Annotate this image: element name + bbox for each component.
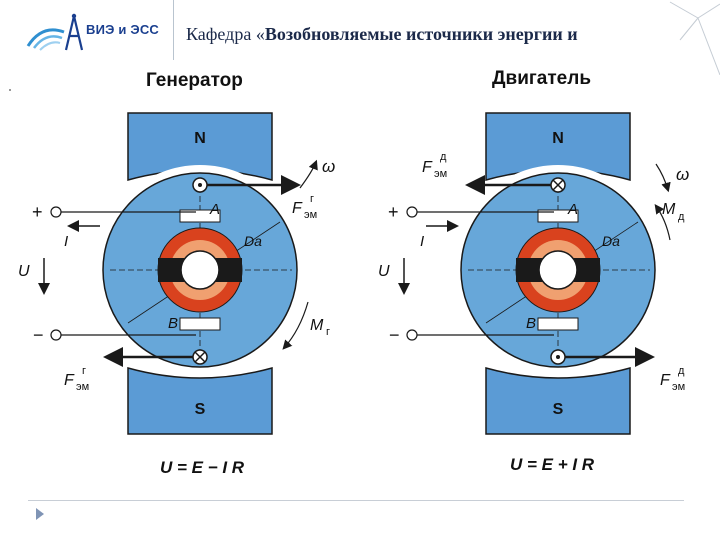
force-top-sub: эм: [304, 209, 318, 221]
torque-label: M: [662, 201, 676, 218]
current-label: I: [420, 233, 425, 250]
south-label: S: [194, 401, 206, 418]
force-top-label: F: [292, 200, 302, 217]
footer-divider: [28, 500, 684, 501]
minus-terminal-label: −: [33, 325, 44, 345]
brush-b-label: B: [526, 315, 537, 332]
motor-formula: U = E + I R: [510, 455, 595, 474]
motor-title: Двигатель: [492, 68, 591, 89]
page-title: [186, 24, 578, 45]
current-label: I: [64, 233, 69, 250]
force-bottom-sup: г: [82, 365, 87, 377]
minus-terminal-label: −: [389, 325, 400, 345]
brush-a-label: A: [210, 201, 221, 218]
force-top-sup: д: [440, 151, 447, 163]
shaft: [539, 251, 577, 289]
omega-label: ω: [322, 157, 336, 176]
force-top-label: F: [422, 159, 432, 176]
voltage-label: U: [378, 263, 390, 280]
force-bottom-sub: эм: [76, 381, 90, 393]
north-label: N: [552, 130, 564, 147]
title-prefix: Кафедра «: [186, 24, 265, 44]
south-label: S: [552, 401, 564, 418]
force-bottom-label: F: [660, 372, 670, 389]
diameter-label: Da: [602, 233, 620, 249]
next-slide-arrow-icon[interactable]: [36, 508, 44, 520]
voltage-label: U: [18, 263, 30, 280]
generator-title: Генератор: [146, 70, 243, 91]
logo-text: ВИЭ и ЭСС: [86, 22, 160, 37]
force-bottom-sub: эм: [672, 381, 686, 393]
plus-terminal-label: +: [32, 202, 43, 222]
title-bold: Возобновляемые источники энергии и: [264, 24, 578, 44]
diameter-label: Da: [244, 233, 262, 249]
generator-formula: U = E − I R: [160, 458, 245, 477]
generator-diagram: [18, 113, 335, 434]
torque-label: M: [310, 317, 324, 334]
force-top-sub: эм: [434, 168, 448, 180]
machine-diagrams: [0, 60, 720, 500]
header-divider: [173, 0, 174, 60]
brush-b-label: B: [168, 315, 179, 332]
shaft: [181, 251, 219, 289]
force-bottom-label: F: [64, 372, 74, 389]
force-top-sup: г: [310, 193, 315, 205]
torque-sub: г: [326, 326, 331, 338]
omega-label: ω: [676, 165, 690, 184]
force-bottom-sup: д: [678, 365, 685, 377]
torque-sub: д: [678, 211, 685, 223]
plus-terminal-label: +: [388, 202, 399, 222]
brush-a-label: A: [568, 201, 579, 218]
north-label: N: [194, 130, 206, 147]
motor-diagram: [378, 113, 689, 434]
